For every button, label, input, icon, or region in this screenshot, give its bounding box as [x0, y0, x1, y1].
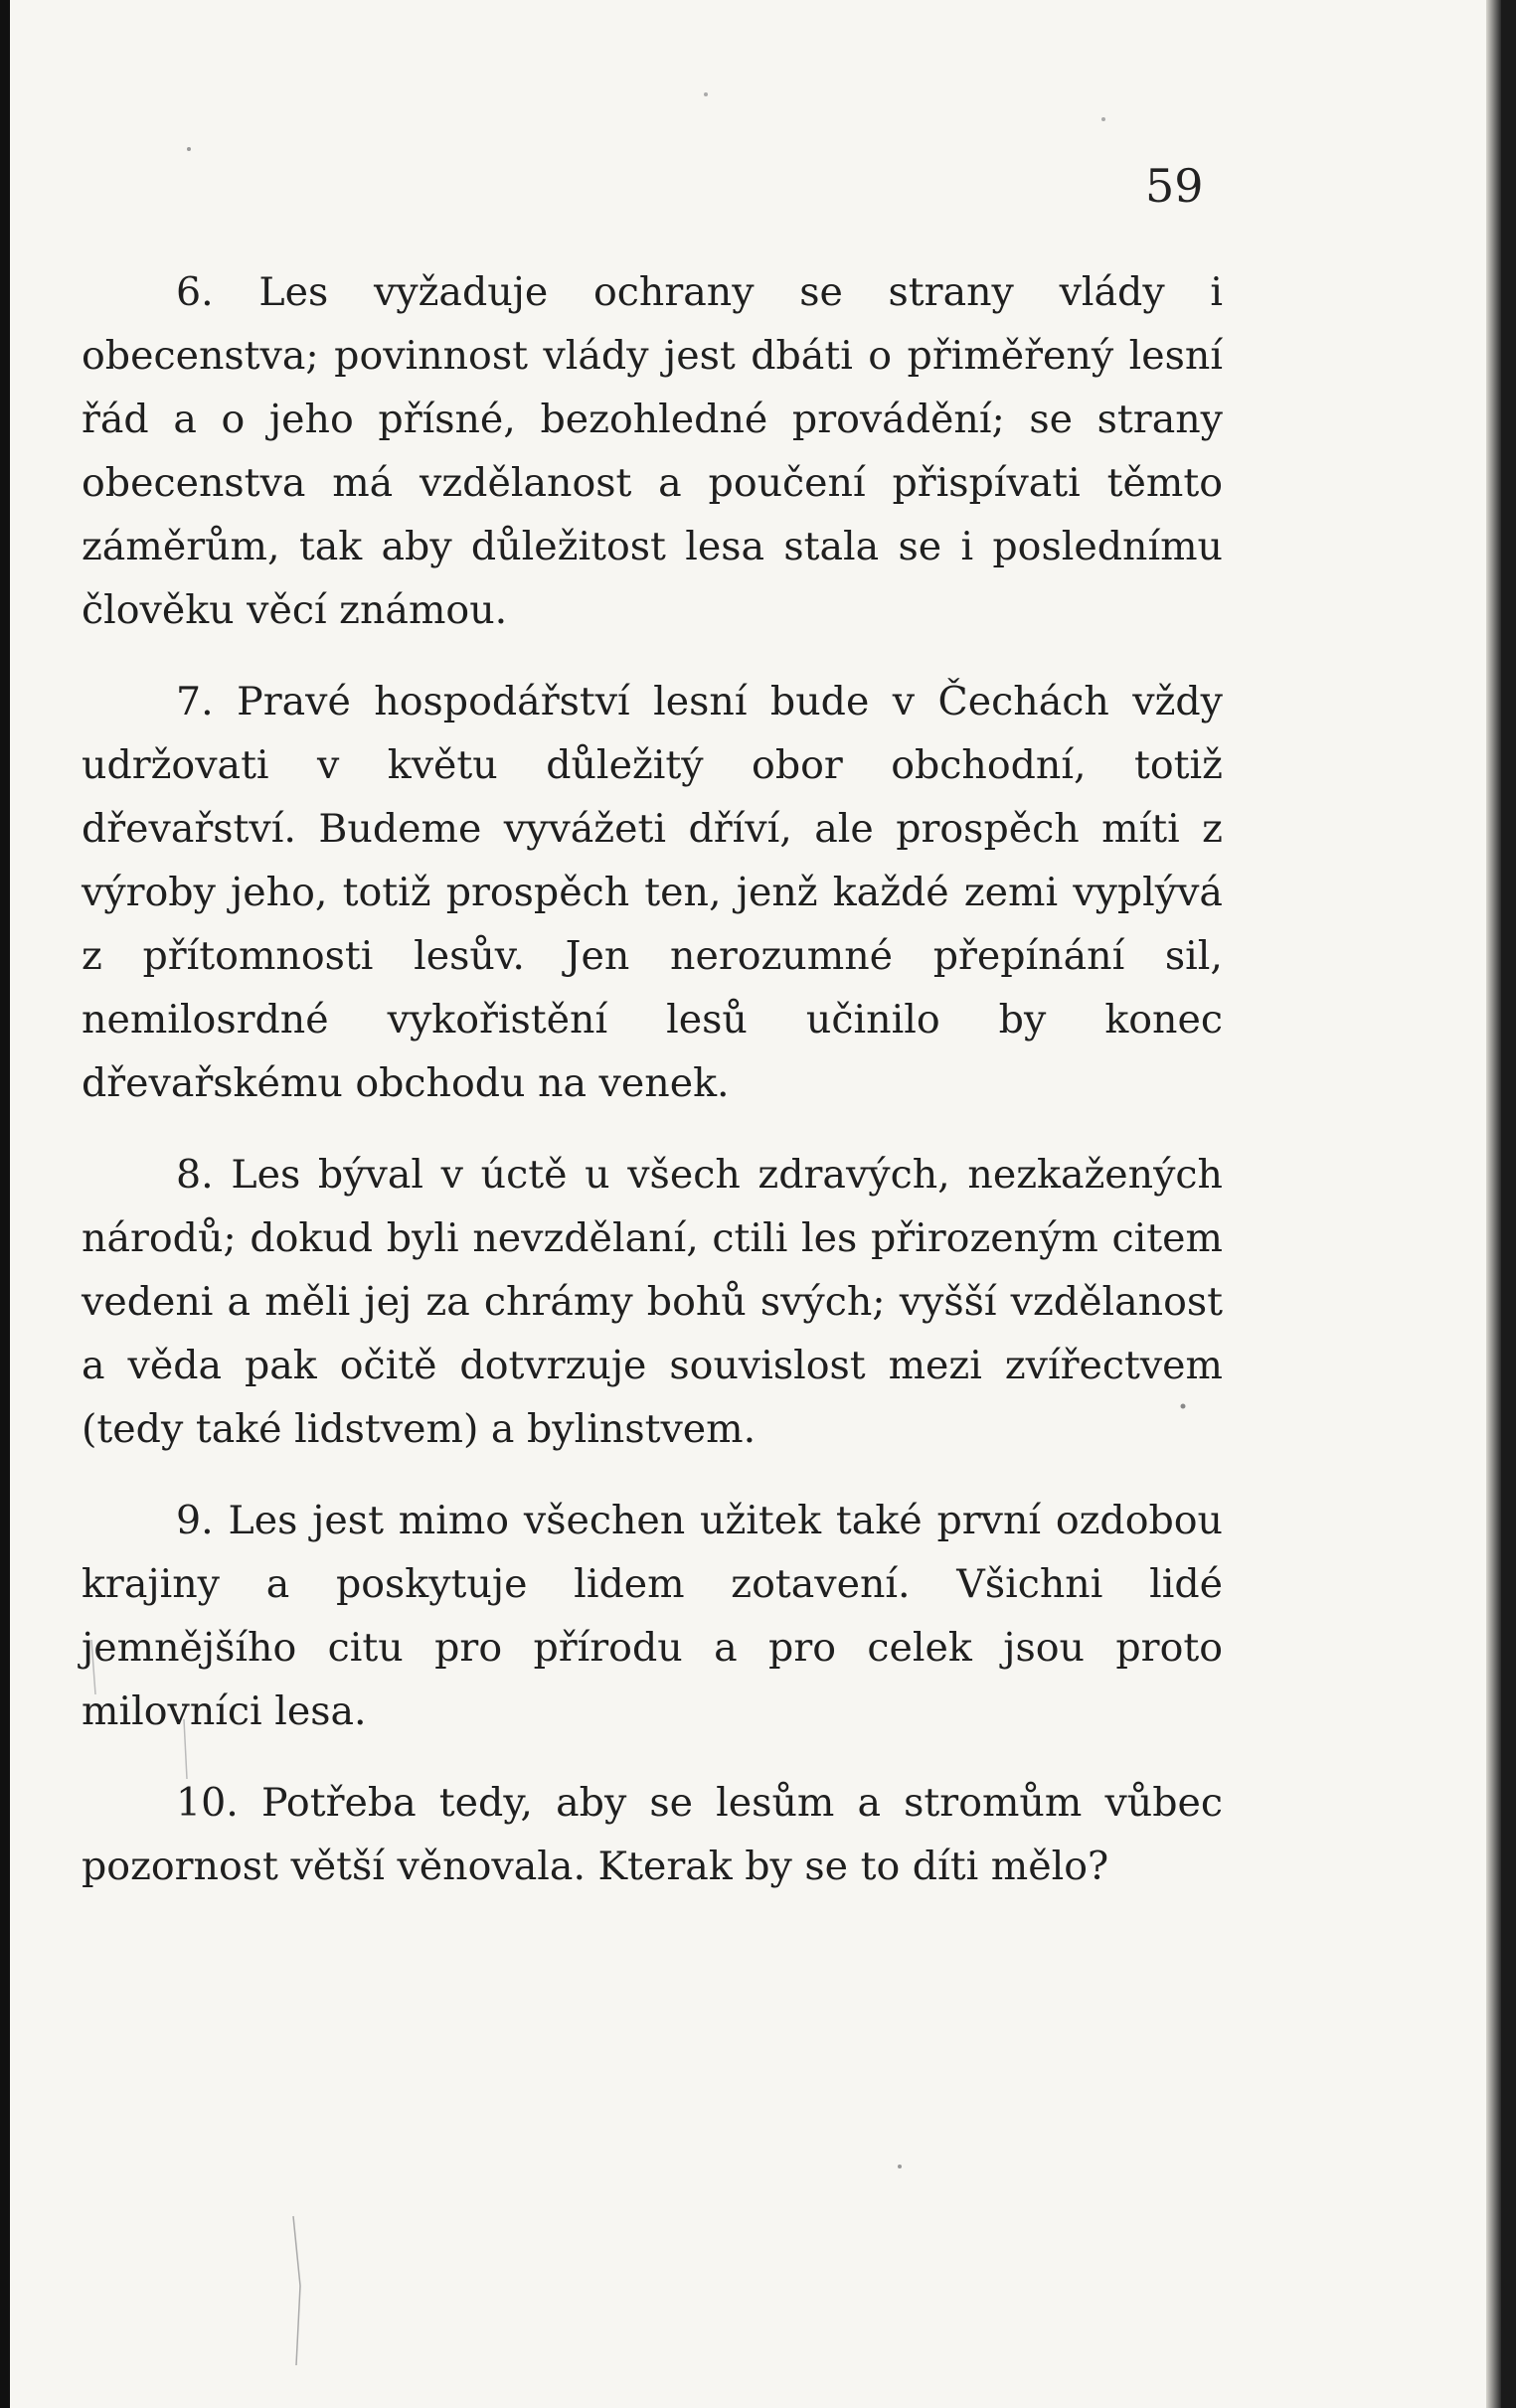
book-page: [10, 0, 1501, 2408]
page-number: 59: [1145, 159, 1204, 213]
paragraph-6: 6. Les vyžaduje ochrany se strany vlády i obecenstva; povinnost vlády jest dbáti o přiměřený lesní řád a o jeho přísné, bezohledné provádění; se strany obecenstva má vzdělanost a poučení přispívati těmto záměrům, tak aby důležitost lesa stala se i poslednímu člověku věcí známou.: [82, 269, 1223, 633]
page-body: [82, 260, 1223, 1898]
paragraph-gap: [82, 1115, 1223, 1143]
paragraph-9: 9. Les jest mimo všechen užitek také první ozdobou krajiny a poskytuje lidem zotavení. Všichni lidé jemnějšího citu pro přírodu a pro celek jsou proto milovníci lesa.: [82, 1498, 1223, 1734]
paragraph-7: 7. Pravé hospodářství lesní bude v Čechách vždy udržovati v květu důležitý obor obchodní, totiž dřevařství. Budeme vyvážeti dříví, ale prospěch míti z výroby jeho, totiž prospěch ten, jenž každé zemi vyplývá z přítomnosti lesův. Jen nerozumné přepínání sil, nemilosrdné vykořistění lesů učinilo by konec dřevařskému obchodu na venek.: [82, 679, 1223, 1106]
paragraph-10: 10. Potřeba tedy, aby se lesům a stromům vůbec pozornost větší věnovala. Kterak by se to díti mělo?: [82, 1780, 1223, 1889]
page-binding-edge: [0, 0, 10, 2408]
paragraph-gap: [82, 1461, 1223, 1489]
paragraph-gap: [82, 1743, 1223, 1771]
paragraph-8: 8. Les býval v úctě u všech zdravých, nezkažených národů; dokud byli nevzdělaní, ctili les přirozeným citem vedeni a měli jej za chrámy bohů svých; vyšší vzdělanost a věda pak očitě dotvrzuje souvislost mezi zvířectvem (tedy také lidstvem) a bylinstvem.: [82, 1152, 1223, 1452]
paragraph-gap: [82, 642, 1223, 670]
page-right-edge: [1486, 0, 1501, 2408]
